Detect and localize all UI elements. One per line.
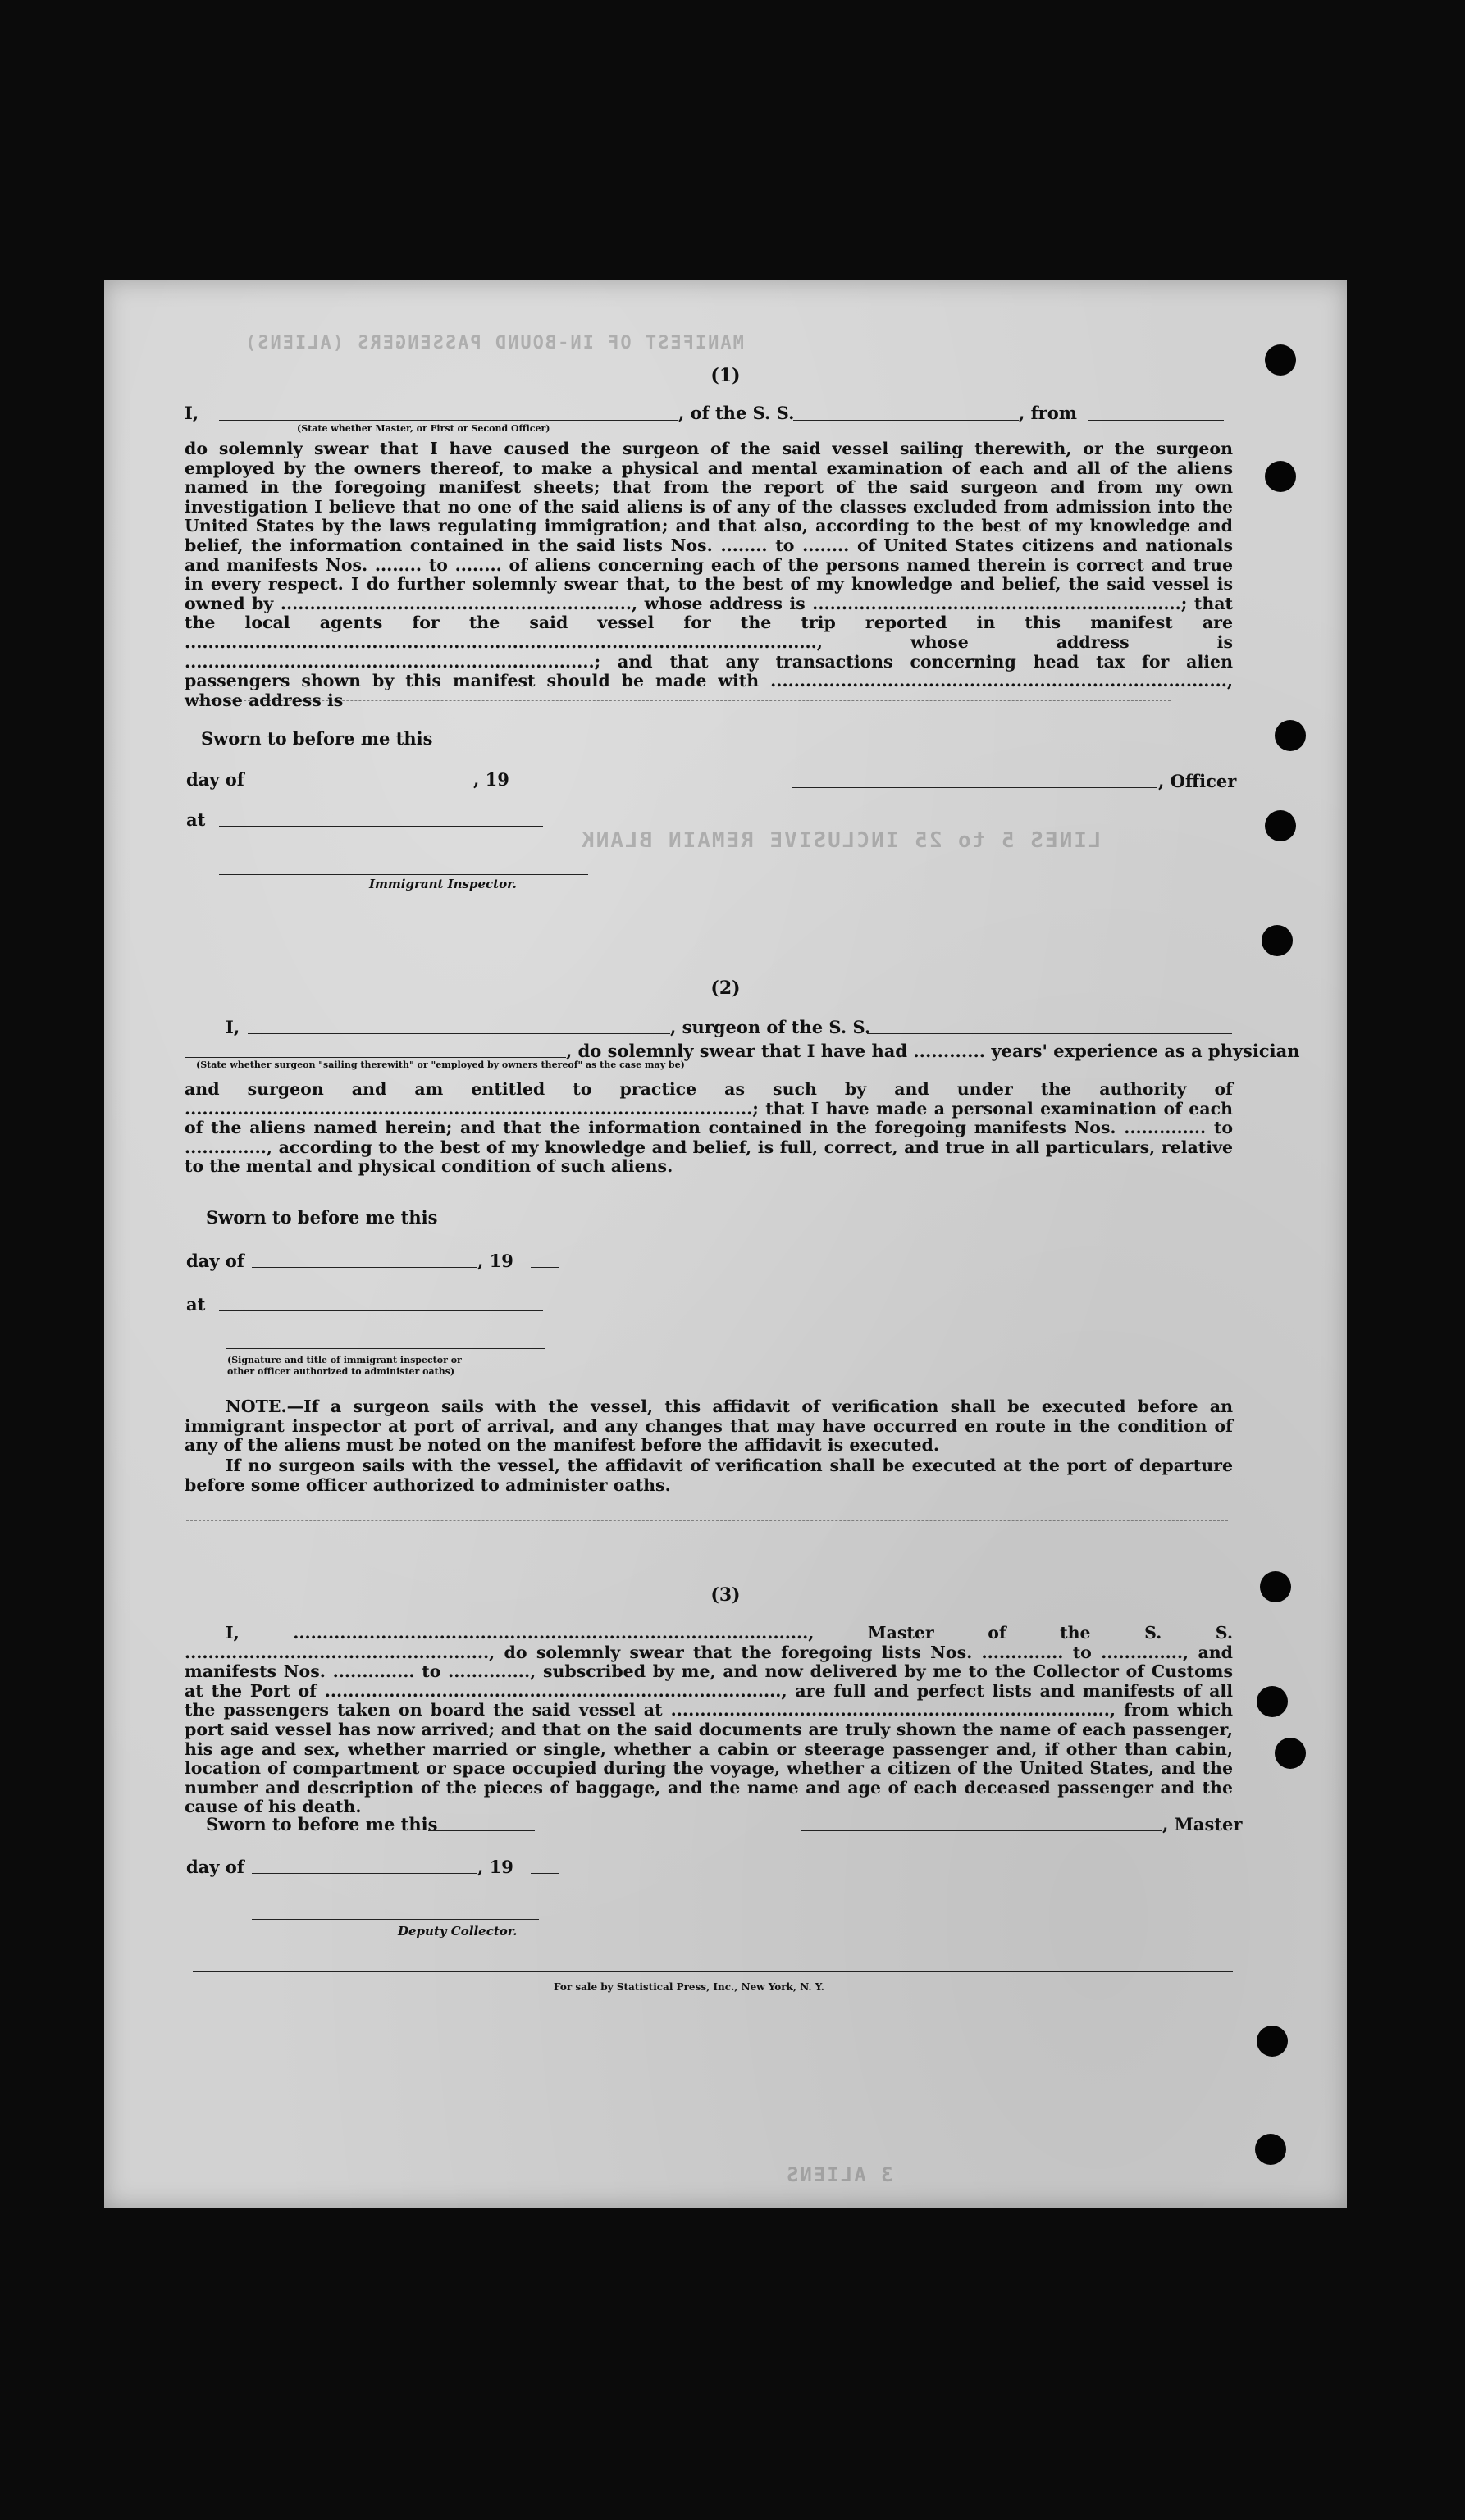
section1-day-of: day of <box>186 769 244 790</box>
bleed-through-stamp: LINES 5 to 25 INCLUSIVE REMAIN BLANK <box>580 828 1102 853</box>
manifest-back-page <box>104 280 1347 2208</box>
section1-from-line <box>1088 420 1224 421</box>
punch-hole-8 <box>1275 1738 1306 1769</box>
section3-sworn-line <box>428 1830 535 1831</box>
section2-line2-blank <box>185 1057 566 1058</box>
section1-ss-line <box>793 420 1019 421</box>
punch-hole-2 <box>1265 461 1296 492</box>
section2-day-of: day of <box>186 1251 244 1271</box>
section1-heading: (1) <box>710 365 741 386</box>
section2-note: NOTE.—If a surgeon sails with the vessel, this affidavit of verification shall be executed before an immigrant inspector at port of arrival, and any changes that may have occurred en route in the condition of any of the aliens must be noted on the manifest before the affidavit is executed. <box>185 1397 1233 1456</box>
bleed-through-title: MANIFEST OF IN-BOUND PASSENGERS (ALIENS) <box>244 333 744 353</box>
section1-of-ss: , of the S. S. <box>678 403 795 423</box>
section1-from: , from <box>1019 403 1077 423</box>
punch-hole-4 <box>1265 810 1296 841</box>
section2-heading: (2) <box>710 977 741 999</box>
punch-hole-9 <box>1257 2026 1288 2057</box>
section2-at: at <box>186 1294 206 1315</box>
section1-at: at <box>186 809 206 830</box>
section2-divider <box>186 1520 1228 1521</box>
section2-note2: If no surgeon sails with the vessel, the affidavit of verification shall be executed at the port of departure before some officer authorized to administer oaths. <box>185 1456 1233 1495</box>
section2-surgeon-note: (State whether surgeon "sailing therewith" or "employed by owners thereof" as the case may be) <box>196 1059 685 1070</box>
section1-oath-text: do solemnly swear that I have caused the surgeon of the said vessel sailing therewith, or the surgeon employed by the owners thereof, to make a physical and mental examination of each and all of the aliens named in the foregoing manifest sheets; that from the report of the said surgeon and from my own investigation I believe that no one of the said aliens is of any of the classes excluded from admission into the United States by the laws regulating immigration; and that also, according to the best of my knowledge and belief, the information contained in the said lists Nos. ........ to ........ of United States citizens and nationals and manifests Nos. ........ to ........ of aliens concerning each of the persons named therein is correct and true in every respect. I do further solemnly swear that, to the best of my knowledge and belief, the said vessel is owned by ............................................................, whose address is ...............................................................; that the local agents for the said vessel for the trip reported in this manifest are ............................................................................................................, whose address is ......................................................................; and that any transactions concerning head tax for alien passengers shown by this manifest should be made with .............................................................................., whose address is <box>185 439 1233 710</box>
section3-master-label: , Master <box>1162 1814 1243 1834</box>
punch-hole-5 <box>1262 925 1293 956</box>
section3-day-of: day of <box>186 1857 244 1877</box>
punch-hole-10 <box>1255 2134 1286 2165</box>
section2-surgeon-of: , surgeon of the S. S. <box>670 1017 871 1037</box>
section3-sworn: Sworn to before me this <box>206 1814 438 1834</box>
footer-rule <box>193 1971 1233 1972</box>
punch-hole-7 <box>1257 1686 1288 1717</box>
section2-name-line <box>248 1033 670 1034</box>
section2-i: I, <box>226 1017 240 1037</box>
section3-heading: (3) <box>710 1584 741 1606</box>
section2-oath-text: and surgeon and am entitled to practice as such by and under the authority of .................................................................................................; that I have made a personal examination of each of the aliens named herein; and that the information contained in the foregoing manifests Nos. .............. to .............., according to the best of my knowledge and belief, is full, correct, and true in all particulars, relative to the mental and physical condition of such aliens. <box>185 1079 1233 1177</box>
section3-day-line <box>252 1873 477 1874</box>
section2-year-line <box>531 1267 559 1268</box>
section1-inspector-label: Immigrant Inspector. <box>369 877 517 891</box>
section3-master-line <box>801 1830 1162 1831</box>
footer-printer: For sale by Statistical Press, Inc., New York, N. Y. <box>554 1981 824 1993</box>
section3-year: , 19 <box>477 1857 513 1877</box>
section2-at-line <box>219 1310 543 1311</box>
section2-inspector-line <box>226 1348 545 1349</box>
section1-officer-note: (State whether Master, or First or Second Officer) <box>297 423 550 434</box>
section1-year: , 19 <box>473 769 509 790</box>
section2-day-line <box>252 1267 477 1268</box>
section2-ss-line <box>867 1033 1232 1034</box>
section1-divider <box>186 700 1171 701</box>
section2-signature-note-1: (Signature and title of immigrant inspector or <box>227 1355 462 1365</box>
punch-hole-3 <box>1275 720 1306 751</box>
section3-oath-text: I, ........................................................................................, Master of the S. S. ...................................................., do solemnly swear that the foregoing lists Nos. .............. to .............., and manifests Nos. .............. to .............., subscribed by me, and now delivered by me to the Collector of Customs at the Port of .............................................................................., are full and perfect lists and manifests of all the passengers taken on board the said vessel at ..........................................................................., from which port said vessel has now arrived; and that on the said documents are truly shown the name of each passenger, his age and sex, whether married or single, whether a cabin or steerage passenger and, if other than cabin, location of compartment or space occupied during the voyage, whether a citizen of the United States, and the number and description of the pieces of baggage, and the name and age of each deceased passenger and the cause of his death. <box>185 1623 1233 1817</box>
section1-sworn: Sworn to before me this <box>201 728 433 749</box>
section1-officer-sign-line-2 <box>792 787 1157 788</box>
section3-collector-label: Deputy Collector. <box>398 1924 518 1939</box>
section2-signature-note-2: other officer authorized to administer oaths) <box>227 1366 455 1377</box>
section2-line2: , do solemnly swear that I have had ............ years' experience as a physician <box>566 1041 1300 1061</box>
section2-sworn: Sworn to before me this <box>206 1207 438 1228</box>
section3-collector-line <box>252 1919 539 1920</box>
section1-i: I, <box>185 403 199 423</box>
punch-hole-1 <box>1265 344 1296 376</box>
bleed-through-bottom: 3 ALIENS <box>785 2163 893 2186</box>
section3-year-line <box>531 1873 559 1874</box>
punch-hole-6 <box>1260 1571 1291 1602</box>
section1-at-line <box>219 826 543 827</box>
section1-officer-label: , Officer <box>1158 771 1237 791</box>
section2-year: , 19 <box>477 1251 513 1271</box>
section1-inspector-line <box>219 874 588 875</box>
section1-officer-line <box>219 420 678 421</box>
